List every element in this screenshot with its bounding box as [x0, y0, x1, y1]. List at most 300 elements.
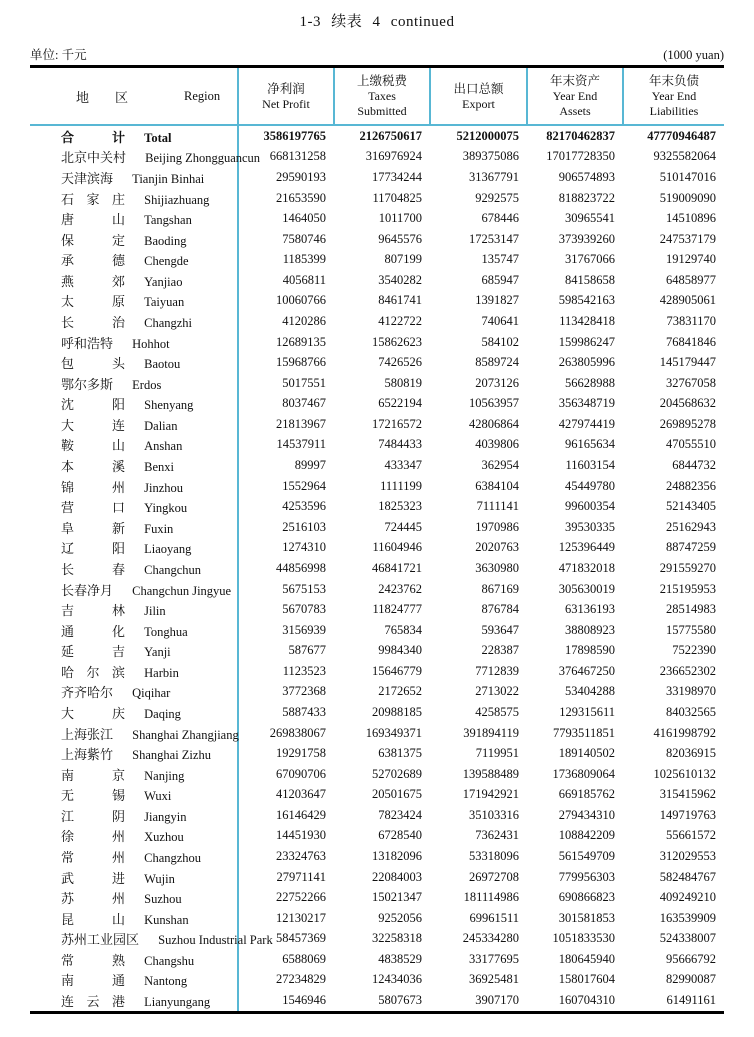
region-name-cn: 延 吉: [61, 644, 125, 660]
export-cell: 685947: [481, 272, 519, 287]
table-row: [30, 579, 724, 600]
region-name-en: Fuxin: [144, 521, 174, 536]
table-row: [30, 352, 724, 373]
region-name-en: Taiyuan: [144, 295, 185, 310]
liabilities-cell: 1025610132: [653, 766, 716, 781]
assets-cell: 561549709: [558, 849, 615, 864]
region-cell: [30, 435, 238, 456]
export-cell: 5212000075: [456, 128, 519, 143]
export-cell: 867169: [481, 581, 519, 596]
region-name-cn: 徐 州: [61, 829, 125, 845]
net-profit-cell: 23324763: [238, 846, 334, 867]
region-name-en: Qiqihar: [132, 686, 171, 701]
region-name-en: Wuxi: [144, 789, 172, 804]
export-cell: 593647: [481, 622, 519, 637]
taxes-cell: 15646779: [372, 663, 422, 678]
region-name-cn: 齐齐哈尔: [61, 685, 114, 701]
table-row: [30, 908, 724, 929]
region-cell: [30, 702, 238, 723]
region-name-en: Erdos: [132, 377, 162, 392]
export-cell: 9292575: [475, 190, 519, 205]
liabilities-cell: 236652302: [659, 663, 716, 678]
region-cell: [30, 826, 238, 847]
net-profit-cell: 58457369: [238, 929, 334, 950]
net-profit-cell: 8037467: [238, 394, 334, 415]
export-cell: 135747: [481, 252, 519, 267]
net-profit-cell: 5675153: [238, 579, 334, 600]
header-net-profit-en: Net Profit: [262, 96, 310, 111]
region-name-cn: 石 家 庄: [61, 191, 125, 207]
liabilities-cell: 88747259: [666, 540, 716, 555]
liabilities-cell: 4161998792: [653, 725, 716, 740]
header-export-en: Export: [462, 96, 495, 111]
export-cell: 53318096: [469, 849, 519, 864]
region-cell: [30, 970, 238, 991]
assets-cell: 31767066: [565, 252, 615, 267]
region-name-en: Jinzhou: [144, 480, 184, 495]
taxes-cell: 17216572: [372, 416, 422, 431]
net-profit-cell: 21813967: [238, 414, 334, 435]
net-profit-cell: 4056811: [238, 270, 334, 291]
region-cell: [30, 208, 238, 229]
header-liabilities-en2: Liabilities: [649, 104, 699, 118]
region-name-cn: 天津滨海: [61, 170, 114, 186]
export-cell: 2020763: [475, 540, 519, 555]
taxes-cell: 4122722: [378, 313, 422, 328]
table-row: [30, 846, 724, 867]
liabilities-cell: 73831170: [666, 313, 716, 328]
header-cell-liabilities: [623, 67, 724, 126]
assets-cell: 159986247: [558, 334, 615, 349]
table-row: [30, 455, 724, 476]
region-cell: [30, 558, 238, 579]
region-cell: [30, 291, 238, 312]
taxes-cell: 433347: [384, 458, 422, 473]
assets-cell: 906574893: [558, 169, 615, 184]
assets-cell: 598542163: [558, 293, 615, 308]
header-cell-taxes: [334, 67, 430, 126]
region-cell: [30, 125, 238, 147]
net-profit-cell: 3156939: [238, 620, 334, 641]
assets-cell: 99600354: [565, 499, 615, 514]
net-profit-cell: 6588069: [238, 949, 334, 970]
liabilities-cell: 33198970: [666, 684, 716, 699]
region-name-en: Yanjiao: [144, 274, 183, 289]
table-row: [30, 249, 724, 270]
header-taxes-en: Taxes: [368, 89, 396, 103]
taxes-cell: 7484433: [378, 437, 422, 452]
export-cell: 181114986: [463, 890, 519, 905]
assets-cell: 376467250: [558, 663, 615, 678]
region-cell: [30, 538, 238, 559]
region-cell: [30, 785, 238, 806]
page-title: 1-3 续表 4 continued: [299, 14, 455, 30]
region-name-en: Anshan: [144, 439, 183, 454]
export-cell: 3630980: [475, 560, 519, 575]
assets-cell: 45449780: [565, 478, 615, 493]
export-cell: 36925481: [469, 972, 519, 987]
taxes-cell: 4838529: [378, 951, 422, 966]
region-name-cn: 上海紫竹: [61, 747, 114, 763]
taxes-cell: 1825323: [378, 499, 422, 514]
export-cell: 1970986: [475, 519, 519, 534]
net-profit-cell: 3772368: [238, 682, 334, 703]
net-profit-cell: 5670783: [238, 599, 334, 620]
header-cell-region: [30, 67, 238, 126]
export-cell: 245334280: [462, 931, 519, 946]
region-name-en: Hohhot: [132, 336, 170, 351]
taxes-cell: 7823424: [378, 807, 422, 822]
liabilities-cell: 204568632: [659, 396, 716, 411]
assets-cell: 189140502: [558, 746, 615, 761]
export-cell: 10563957: [469, 396, 519, 411]
region-name-cn: 保 定: [61, 232, 125, 248]
header-liabilities-en: Year End: [651, 89, 697, 103]
region-name-en: Suzhou Industrial Park: [158, 933, 273, 948]
net-profit-cell: 5017551: [238, 373, 334, 394]
header-row: [30, 67, 724, 126]
region-name-cn: 燕 郊: [61, 273, 125, 289]
region-name-en: Shanghai Zhangjiang: [132, 727, 239, 742]
taxes-cell: 5807673: [378, 993, 422, 1008]
liabilities-cell: 510147016: [659, 169, 716, 184]
region-name-en: Daqing: [144, 706, 181, 721]
region-name-en: Shanghai Zizhu: [132, 748, 211, 763]
taxes-cell: 724445: [384, 519, 422, 534]
export-cell: 389375086: [462, 149, 519, 164]
region-name-cn: 哈 尔 滨: [61, 664, 125, 680]
region-cell: [30, 887, 238, 908]
assets-cell: 180645940: [558, 951, 615, 966]
region-name-en: Liaoyang: [144, 542, 192, 557]
taxes-cell: 11824777: [372, 602, 422, 617]
assets-cell: 1051833530: [552, 931, 615, 946]
region-name-cn: 南 京: [61, 767, 125, 783]
region-name-cn: 南 通: [61, 973, 125, 989]
region-name-cn: 唐 山: [61, 212, 125, 228]
assets-cell: 373939260: [558, 231, 615, 246]
table-row: [30, 826, 724, 847]
net-profit-cell: 4120286: [238, 311, 334, 332]
assets-cell: 30965541: [565, 211, 615, 226]
assets-cell: 301581853: [558, 910, 615, 925]
net-profit-cell: 587677: [238, 640, 334, 661]
export-cell: 171942921: [462, 787, 519, 802]
header-assets-en: Year End: [552, 89, 598, 103]
liabilities-cell: 55661572: [666, 828, 716, 843]
taxes-cell: 1011700: [378, 211, 422, 226]
taxes-cell: 169349371: [365, 725, 422, 740]
liabilities-cell: 215195953: [659, 581, 716, 596]
region-name-en: Tianjin Binhai: [132, 171, 205, 186]
region-name-en: Tonghua: [144, 624, 188, 639]
net-profit-cell: 14537911: [238, 435, 334, 456]
table-row: [30, 517, 724, 538]
region-cell: [30, 640, 238, 661]
region-cell: [30, 661, 238, 682]
taxes-cell: 20501675: [372, 787, 422, 802]
region-name-cn: 连 云 港: [61, 994, 125, 1010]
assets-cell: 82170462837: [546, 128, 615, 143]
region-name-en: Tangshan: [144, 213, 192, 228]
region-cell: [30, 229, 238, 250]
region-cell: [30, 455, 238, 476]
region-cell: [30, 496, 238, 517]
region-name-cn: 鞍 山: [61, 438, 125, 454]
liabilities-cell: 428905061: [659, 293, 716, 308]
liabilities-cell: 95666792: [666, 951, 716, 966]
taxes-cell: 13182096: [372, 849, 422, 864]
net-profit-cell: 19291758: [238, 743, 334, 764]
region-name-cn: 鄂尔多斯: [61, 376, 114, 392]
region-name-en: Shenyang: [144, 398, 194, 413]
table-row: [30, 229, 724, 250]
liabilities-cell: 15775580: [666, 622, 716, 637]
region-cell: [30, 188, 238, 209]
header-cell-assets: [527, 67, 623, 126]
assets-cell: 125396449: [558, 540, 615, 555]
export-cell: 7119951: [475, 746, 519, 761]
export-cell: 139588489: [462, 766, 519, 781]
net-profit-cell: 7580746: [238, 229, 334, 250]
taxes-cell: 17734244: [372, 169, 422, 184]
liabilities-cell: 32767058: [666, 375, 716, 390]
region-name-en: Xuzhou: [144, 830, 184, 845]
assets-cell: 7793511851: [552, 725, 615, 740]
net-profit-cell: 1546946: [238, 990, 334, 1012]
assets-cell: 279434310: [558, 807, 615, 822]
table-row: [30, 538, 724, 559]
export-cell: 26972708: [469, 869, 519, 884]
net-profit-cell: 29590193: [238, 167, 334, 188]
region-name-cn: 长春净月: [61, 582, 114, 598]
assets-cell: 39530335: [565, 519, 615, 534]
region-name-en: Harbin: [144, 665, 179, 680]
taxes-cell: 32258318: [372, 931, 422, 946]
taxes-cell: 6522194: [378, 396, 422, 411]
export-cell: 1391827: [475, 293, 519, 308]
table-row: [30, 167, 724, 188]
export-cell: 876784: [481, 602, 519, 617]
region-cell: [30, 249, 238, 270]
taxes-cell: 11704825: [372, 190, 422, 205]
taxes-cell: 1111199: [380, 478, 422, 493]
taxes-cell: 8461741: [378, 293, 422, 308]
unit-label-cn: 单位: 千元: [30, 48, 87, 62]
region-name-en: Changzhi: [144, 315, 193, 330]
export-cell: 31367791: [469, 169, 519, 184]
region-name-en: Baoding: [144, 233, 187, 248]
region-name-cn: 包 头: [61, 356, 125, 372]
export-cell: 7111141: [476, 499, 519, 514]
region-name-cn: 沈 阳: [61, 397, 125, 413]
taxes-cell: 316976924: [365, 149, 422, 164]
net-profit-cell: 5887433: [238, 702, 334, 723]
table-row: [30, 743, 724, 764]
region-name-en: Lianyungang: [144, 995, 211, 1010]
region-name-en: Suzhou: [144, 892, 182, 907]
region-cell: [30, 929, 273, 950]
taxes-cell: 2423762: [378, 581, 422, 596]
net-profit-cell: 89997: [238, 455, 334, 476]
region-name-en: Yanji: [144, 645, 171, 660]
liabilities-cell: 524338007: [659, 931, 716, 946]
export-cell: 6384104: [475, 478, 519, 493]
export-cell: 362954: [481, 458, 519, 473]
taxes-cell: 6728540: [378, 828, 422, 843]
taxes-cell: 2172652: [378, 684, 422, 699]
table-row: [30, 785, 724, 806]
region-cell: [30, 167, 238, 188]
region-cell: [30, 414, 238, 435]
taxes-cell: 9645576: [378, 231, 422, 246]
liabilities-cell: 7522390: [672, 643, 716, 658]
region-name-en: Wujin: [144, 871, 175, 886]
assets-cell: 1736809064: [552, 766, 615, 781]
net-profit-cell: 2516103: [238, 517, 334, 538]
region-name-cn: 吉 林: [61, 603, 125, 619]
export-cell: 69961511: [469, 910, 519, 925]
table-row: [30, 599, 724, 620]
table-row: [30, 373, 724, 394]
net-profit-cell: 1464050: [238, 208, 334, 229]
region-name-en: Benxi: [144, 460, 174, 475]
export-cell: 42806864: [469, 416, 519, 431]
net-profit-cell: 21653590: [238, 188, 334, 209]
header-liabilities-cn: 年末负债: [648, 74, 699, 88]
region-name-cn: 苏州工业园区: [61, 932, 140, 948]
region-name-cn: 长 春: [61, 561, 125, 577]
table-row: [30, 208, 724, 229]
taxes-cell: 52702689: [372, 766, 422, 781]
assets-cell: 160704310: [558, 993, 615, 1008]
table-header: [30, 67, 724, 126]
export-cell: 33177695: [469, 951, 519, 966]
taxes-cell: 12434036: [372, 972, 422, 987]
unit-row: [30, 45, 724, 65]
net-profit-cell: 3586197765: [238, 125, 334, 147]
export-cell: 7712839: [475, 663, 519, 678]
taxes-cell: 22084003: [372, 869, 422, 884]
net-profit-cell: 1185399: [238, 249, 334, 270]
taxes-cell: 20988185: [372, 704, 422, 719]
taxes-cell: 11604946: [372, 540, 422, 555]
region-name-cn: 大 连: [61, 417, 125, 433]
region-name-en: Baotou: [144, 357, 181, 372]
region-name-cn: 呼和浩特: [61, 335, 114, 351]
assets-cell: 17017728350: [546, 149, 615, 164]
export-cell: 4258575: [475, 704, 519, 719]
liabilities-cell: 312029553: [659, 849, 716, 864]
net-profit-cell: 27971141: [238, 867, 334, 888]
liabilities-cell: 315415962: [659, 787, 716, 802]
liabilities-cell: 52143405: [666, 499, 716, 514]
liabilities-cell: 28514983: [666, 602, 716, 617]
assets-cell: 427974419: [558, 416, 615, 431]
region-name-en: Jilin: [144, 604, 166, 619]
taxes-cell: 765834: [384, 622, 422, 637]
header-region-en: Region: [184, 88, 221, 103]
assets-cell: 96165634: [565, 437, 615, 452]
table-row: [30, 620, 724, 641]
region-cell: [30, 332, 238, 353]
region-cell: [30, 517, 238, 538]
export-cell: 2713022: [475, 684, 519, 699]
liabilities-cell: 291559270: [659, 560, 716, 575]
region-cell: [30, 682, 238, 703]
region-name-en: Nantong: [144, 974, 188, 989]
taxes-cell: 9984340: [378, 643, 422, 658]
region-name-en: Beijing Zhongguancun: [145, 151, 261, 166]
table-row: [30, 867, 724, 888]
region-name-en: Yingkou: [144, 501, 188, 516]
liabilities-cell: 24882356: [666, 478, 716, 493]
liabilities-cell: 19129740: [666, 252, 716, 267]
net-profit-cell: 10060766: [238, 291, 334, 312]
liabilities-cell: 149719763: [659, 807, 716, 822]
table-row: [30, 990, 724, 1012]
table-row: [30, 332, 724, 353]
assets-cell: 669185762: [558, 787, 615, 802]
export-cell: 584102: [481, 334, 519, 349]
assets-cell: 17898590: [565, 643, 615, 658]
net-profit-cell: 67090706: [238, 764, 334, 785]
export-cell: 740641: [481, 313, 519, 328]
liabilities-cell: 409249210: [659, 890, 716, 905]
header-net-profit-cn: 净利润: [267, 81, 305, 96]
region-name-cn: 本 溪: [61, 459, 125, 475]
liabilities-cell: 247537179: [659, 231, 716, 246]
region-name-en: Total: [144, 130, 172, 145]
net-profit-cell: 12689135: [238, 332, 334, 353]
liabilities-cell: 163539909: [659, 910, 716, 925]
export-cell: 228387: [481, 643, 519, 658]
region-name-cn: 营 口: [61, 500, 125, 516]
region-cell: [30, 620, 238, 641]
region-name-cn: 太 原: [61, 294, 125, 310]
export-cell: 17253147: [469, 231, 519, 246]
liabilities-cell: 519009090: [659, 190, 716, 205]
region-cell: [30, 394, 238, 415]
table-row: [30, 558, 724, 579]
net-profit-cell: 27234829: [238, 970, 334, 991]
table-row: [30, 414, 724, 435]
taxes-cell: 580819: [384, 375, 422, 390]
header-cell-export: [430, 67, 527, 126]
header-taxes-en2: Submitted: [357, 104, 407, 118]
region-cell: [30, 723, 238, 744]
net-profit-cell: 4253596: [238, 496, 334, 517]
taxes-cell: 6381375: [378, 746, 422, 761]
region-name-en: Kunshan: [144, 912, 189, 927]
region-cell: [30, 908, 238, 929]
region-cell: [30, 599, 238, 620]
region-name-cn: 锦 州: [61, 479, 125, 495]
region-cell: [30, 764, 238, 785]
liabilities-cell: 9325582064: [653, 149, 716, 164]
header-region-cn: 地 区: [76, 89, 128, 105]
region-cell: [30, 990, 238, 1012]
region-name-cn: 昆 山: [61, 911, 125, 927]
table-row: [30, 311, 724, 332]
assets-cell: 263805996: [558, 355, 615, 370]
region-name-cn: 武 进: [61, 870, 125, 886]
table-row: [30, 805, 724, 826]
region-name-en: Shijiazhuang: [144, 192, 210, 207]
header-assets-cn: 年末资产: [549, 74, 600, 88]
liabilities-cell: 64858977: [666, 272, 716, 287]
region-name-cn: 大 庆: [61, 705, 125, 721]
